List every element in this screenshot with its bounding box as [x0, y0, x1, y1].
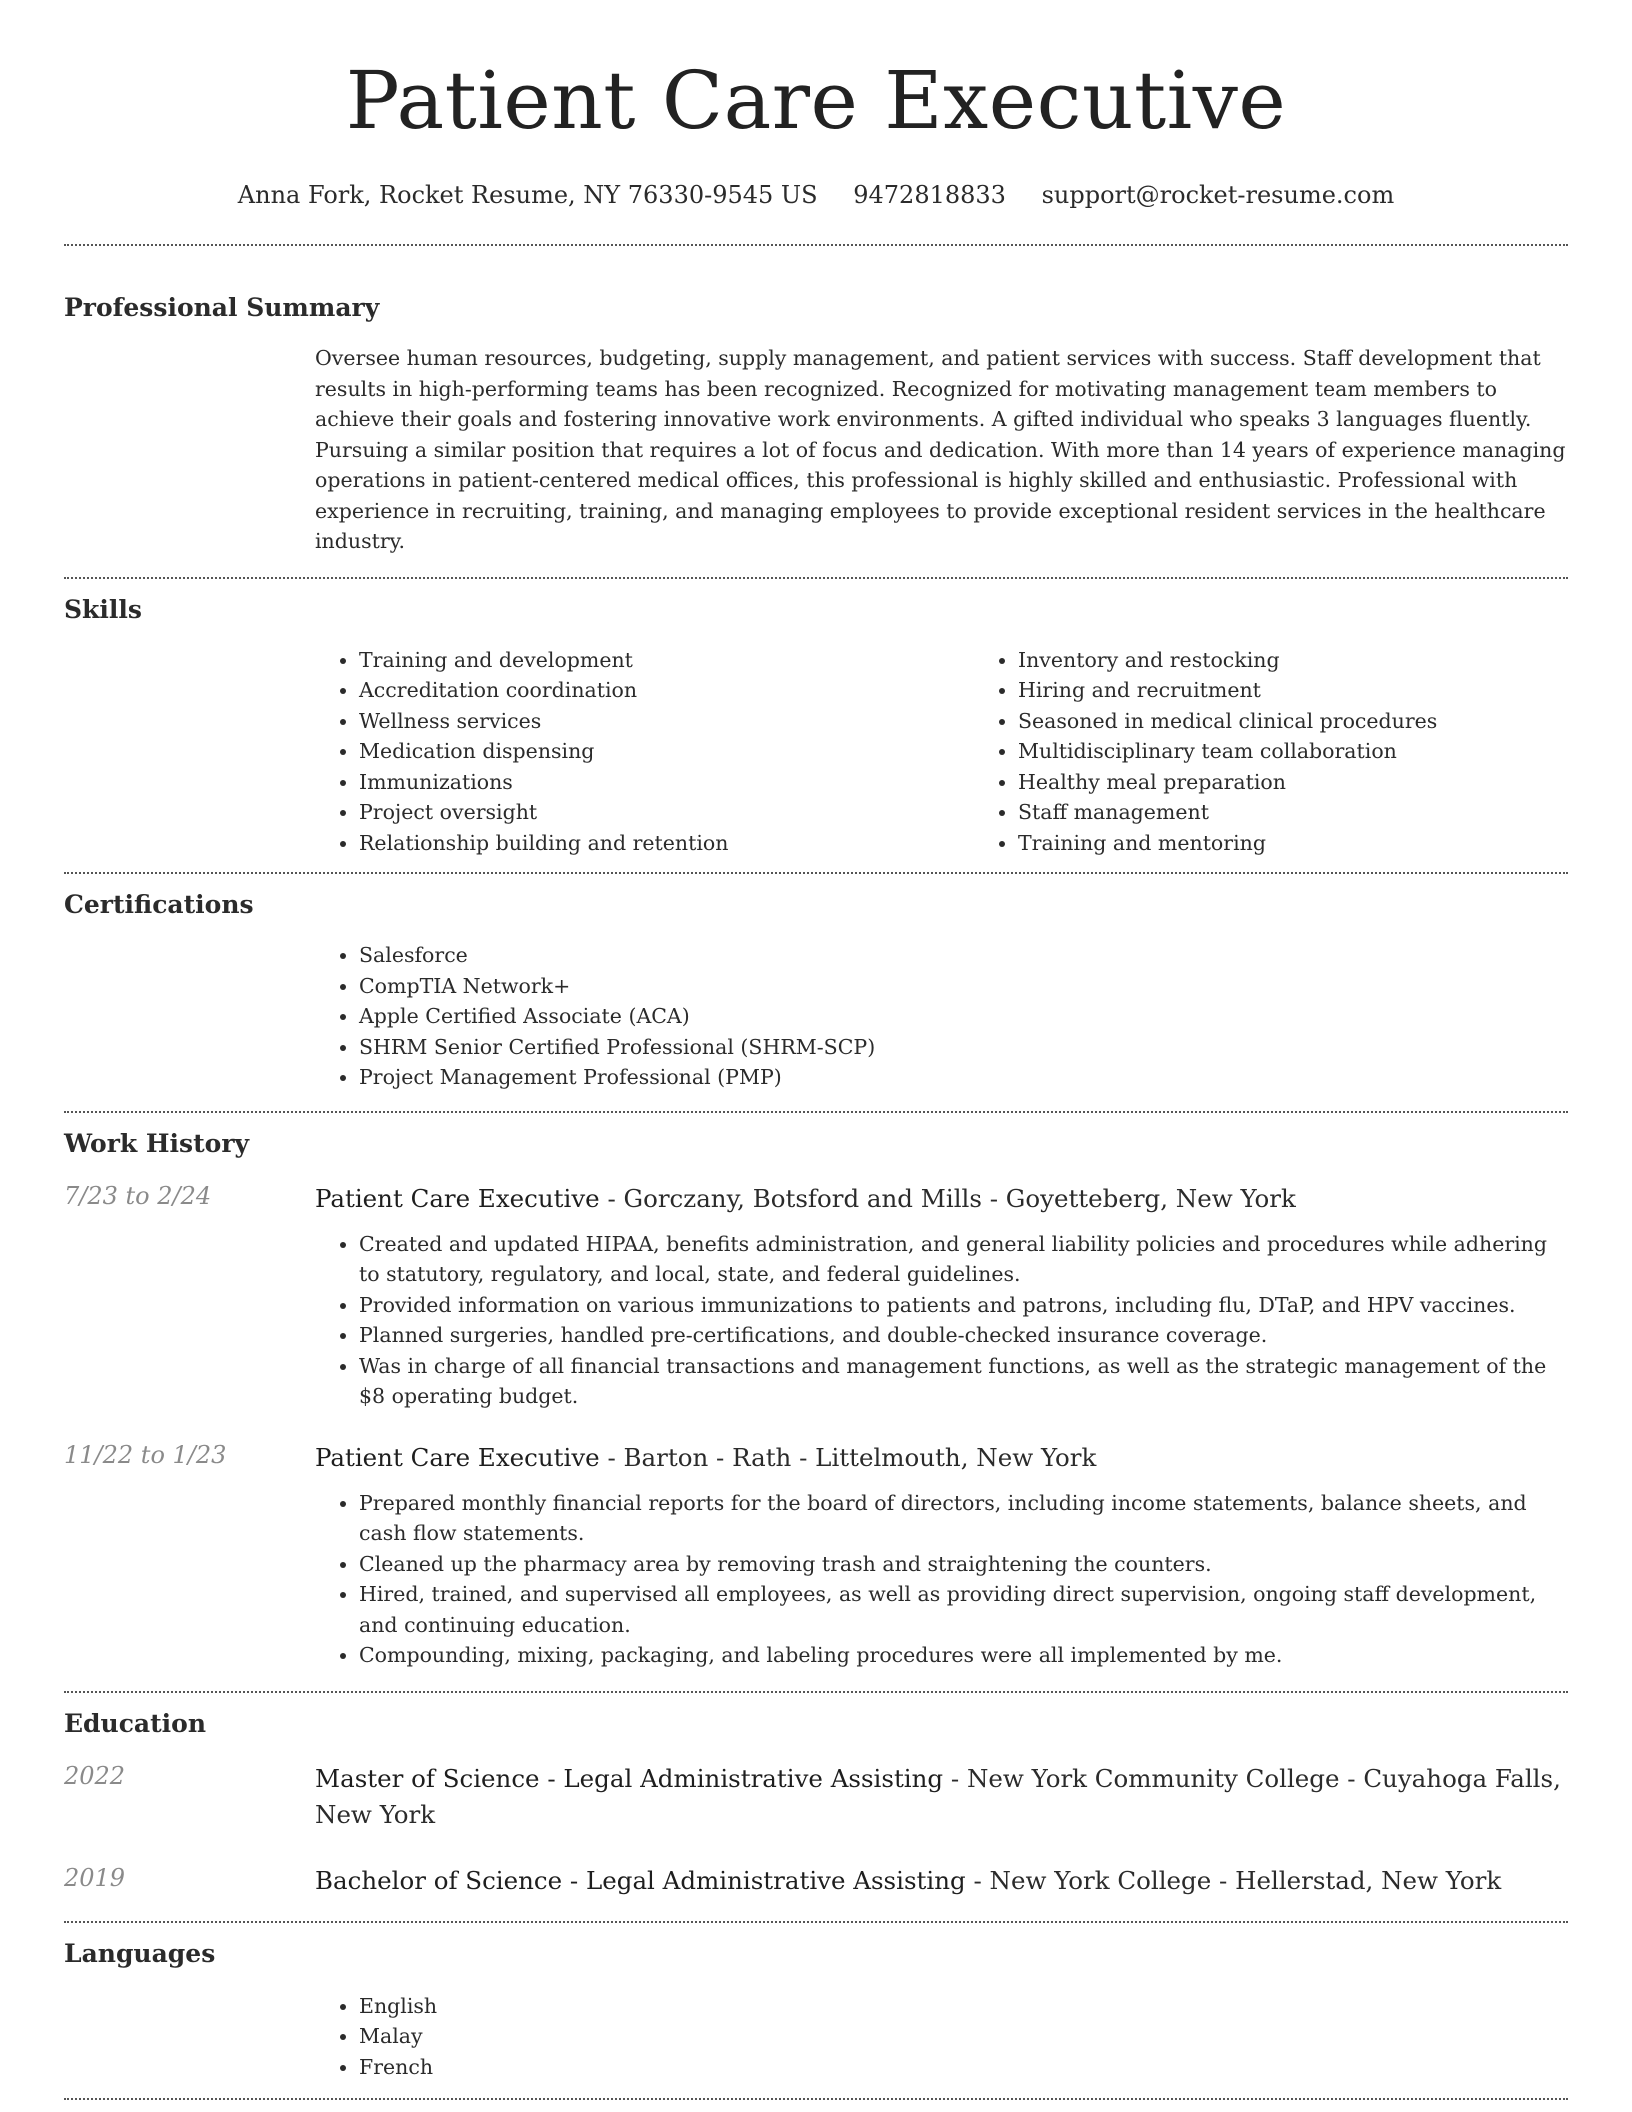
- page-title: Patient Care Executive: [345, 54, 1287, 147]
- certifications-spacer: [64, 940, 315, 1093]
- list-item: • Apple Certified Associate (ACA): [359, 1001, 875, 1032]
- skills-list-right: [974, 645, 1632, 859]
- list-item: • Planned surgeries, handled pre-certifications, and double-checked insurance coverage.: [359, 1320, 1568, 1351]
- section-divider: [64, 1921, 1568, 1923]
- list-item: • Relationship building and retention: [359, 828, 974, 859]
- skills-spacer: [64, 645, 315, 859]
- list-item: • Project oversight: [359, 797, 974, 828]
- contact-address: Anna Fork, Rocket Resume, NY 76330-9545 US: [237, 181, 818, 209]
- list-item: • Malay: [359, 2021, 437, 2052]
- list-item: • Healthy meal preparation: [1018, 767, 1632, 798]
- education-degree: Master of Science - Legal Administrative Assisting: [315, 1763, 944, 1793]
- section-divider: [64, 872, 1568, 874]
- education-heading: Education: [64, 1708, 207, 1738]
- list-item: • Immunizations: [359, 767, 974, 798]
- certifications-list: [315, 940, 875, 1093]
- summary-text: Oversee human resources, budgeting, supply management, and patient services with success. Staff development that results in high-performing teams has been recognized. Recognized for motivating management team members to achieve their goals and fostering innovative work environments. A gifted individual who speaks 3 languages fluently. Pursuing a similar position that requires a lot of focus and dedication. With more than 14 years of experience managing operations in patient-centered medical offices, this professional is highly skilled and enthusiastic. Professional with experience in recruiting, training, and managing employees to provide exceptional resident services in the healthcare industry.: [315, 346, 1566, 553]
- education-section: [64, 1709, 1568, 1899]
- job-title: [315, 1181, 1568, 1217]
- skills-columns: [315, 645, 1632, 859]
- contact-phone: 9472818833: [853, 181, 1006, 209]
- languages-list: [315, 1991, 437, 2083]
- list-item: • Salesforce: [359, 940, 875, 971]
- list-item: • French: [359, 2052, 437, 2083]
- list-item: • Cleaned up the pharmacy area by removing trash and straightening the counters.: [359, 1549, 1568, 1580]
- job-role: Patient Care Executive: [315, 1442, 600, 1472]
- list-item: • Accreditation coordination: [359, 675, 974, 706]
- education-title: [315, 1761, 1568, 1833]
- list-item: • Multidisciplinary team collaboration: [1018, 736, 1632, 767]
- job-role: Patient Care Executive: [315, 1183, 600, 1213]
- list-item: • CompTIA Network+: [359, 971, 875, 1002]
- education-school: - New York College - Hellerstad, New York: [965, 1865, 1502, 1895]
- list-item: • Training and mentoring: [1018, 828, 1632, 859]
- job-bullets: [315, 1488, 1568, 1671]
- certifications-section: [64, 890, 1568, 1093]
- contact-email: support@rocket-resume.com: [1041, 181, 1395, 209]
- list-item: • Hiring and recruitment: [1018, 675, 1632, 706]
- work-history-section: [64, 1129, 1568, 1671]
- contact-line: [64, 180, 1568, 210]
- list-item: • SHRM Senior Certified Professional (SHRM-SCP): [359, 1032, 875, 1063]
- job-entry: [64, 1181, 1568, 1412]
- education-degree: Bachelor of Science - Legal Administrative Assisting: [315, 1865, 966, 1895]
- job-dates: 7/23 to 2/24: [64, 1181, 212, 1210]
- summary-heading: Professional Summary: [64, 293, 380, 322]
- job-employer: - Barton - Rath - Littelmouth, New York: [599, 1442, 1097, 1472]
- languages-section: [64, 1939, 1568, 2083]
- education-entry: [64, 1863, 1568, 1899]
- languages-heading: Languages: [64, 1938, 216, 1968]
- section-divider: [64, 1691, 1568, 1693]
- list-item: • Staff management: [1018, 797, 1632, 828]
- certifications-heading: Certifications: [64, 890, 254, 919]
- education-year: 2022: [64, 1761, 126, 1790]
- work-history-heading: Work History: [64, 1128, 250, 1158]
- languages-spacer: [64, 1991, 315, 2083]
- summary-spacer: [64, 343, 315, 557]
- list-item: • Created and updated HIPAA, benefits administration, and general liability policies and procedures while adhering to statutory, regulatory, and local, state, and federal guidelines.: [359, 1229, 1568, 1290]
- job-title: [315, 1440, 1568, 1476]
- job-bullets: [315, 1229, 1568, 1412]
- education-school: - New York Community College - Cuyahoga Falls, New York: [315, 1763, 1561, 1829]
- skills-section: [64, 595, 1568, 859]
- list-item: • Wellness services: [359, 706, 974, 737]
- education-entry: [64, 1761, 1568, 1833]
- education-year: 2019: [64, 1863, 126, 1892]
- job-dates: 11/22 to 1/23: [64, 1440, 227, 1469]
- list-item: • Medication dispensing: [359, 736, 974, 767]
- list-item: • Inventory and restocking: [1018, 645, 1632, 676]
- list-item: • English: [359, 1991, 437, 2022]
- section-divider: [64, 1111, 1568, 1113]
- job-entry: [64, 1440, 1568, 1671]
- list-item: • Hired, trained, and supervised all employees, as well as providing direct supervision, ongoing staff development, and continuing education.: [359, 1579, 1568, 1640]
- education-title: [315, 1863, 1568, 1899]
- list-item: • Compounding, mixing, packaging, and labeling procedures were all implemented by me.: [359, 1640, 1568, 1671]
- job-employer: - Gorczany, Botsford and Mills - Goyetteberg, New York: [599, 1183, 1296, 1213]
- list-item: • Prepared monthly financial reports for the board of directors, including income statements, balance sheets, and cash flow statements.: [359, 1488, 1568, 1549]
- list-item: • Training and development: [359, 645, 974, 676]
- section-divider: [64, 2098, 1568, 2100]
- skills-heading: Skills: [64, 594, 142, 624]
- section-divider: [64, 244, 1568, 246]
- section-divider: [64, 577, 1568, 579]
- skills-list-left: [315, 645, 974, 859]
- list-item: • Seasoned in medical clinical procedures: [1018, 706, 1632, 737]
- summary-section: [64, 293, 1568, 557]
- list-item: • Project Management Professional (PMP): [359, 1062, 875, 1093]
- list-item: • Was in charge of all financial transactions and management functions, as well as the strategic management of the $8 operating budget.: [359, 1351, 1568, 1412]
- list-item: • Provided information on various immunizations to patients and patrons, including flu, DTaP, and HPV vaccines.: [359, 1290, 1568, 1321]
